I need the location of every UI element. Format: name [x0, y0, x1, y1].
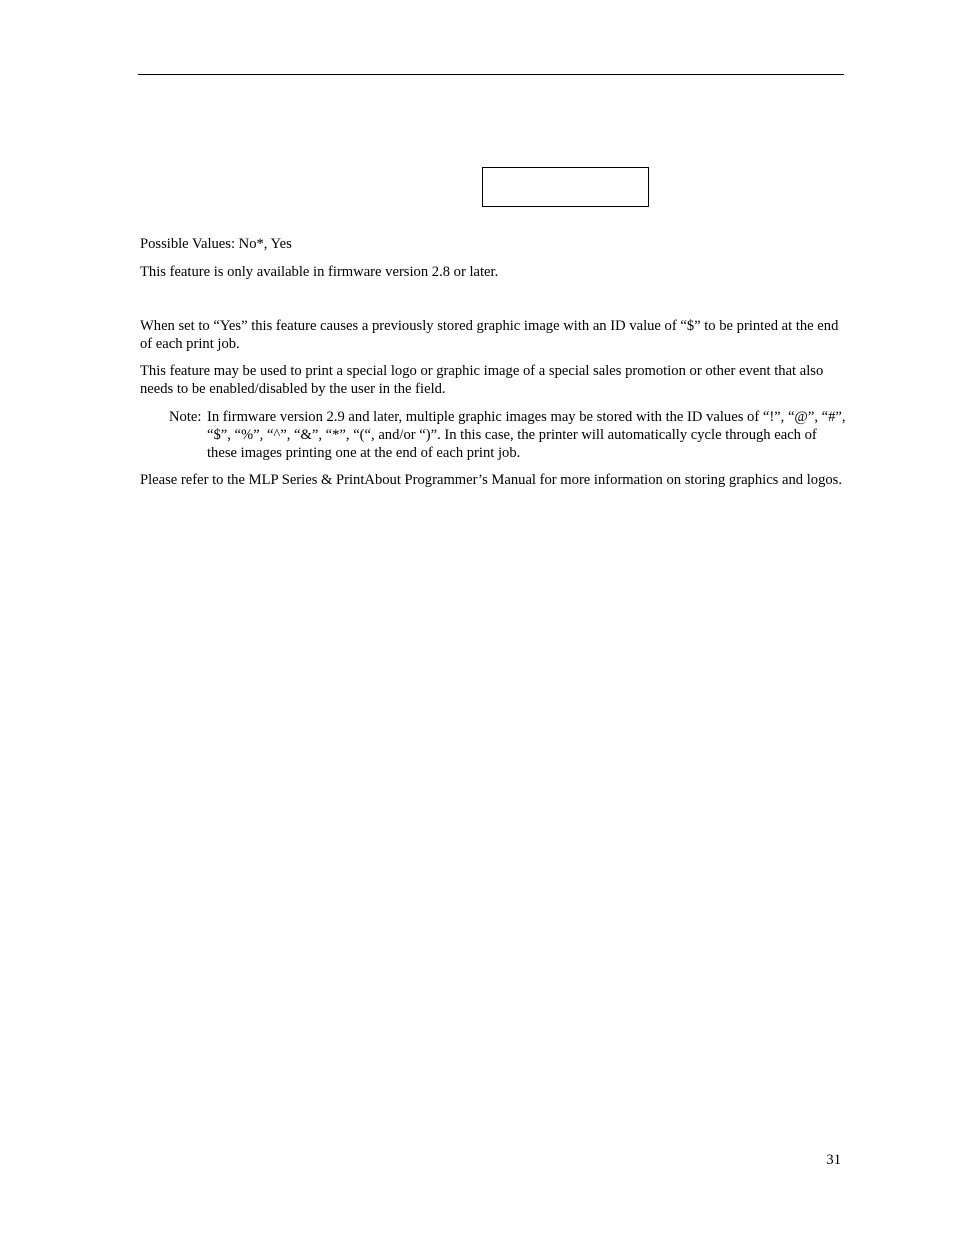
page-number: 31: [826, 1152, 841, 1168]
availability-text: This feature is only available in firmware version 2.8 or later.: [140, 264, 499, 280]
note-label: Note:: [169, 409, 202, 425]
setting-value-box: [482, 167, 649, 207]
note-body: In firmware version 2.9 and later, multiple graphic images may be stored with the ID values of “!”, “@”, “#”, “$”, “%”, “^”, “&”, “*”, “(“, and/or “)”. In this case, the printer will automatically cycle through each of these images printing one at the end of each print job.: [207, 409, 846, 461]
note-block: [169, 408, 846, 462]
reference-text: Please refer to the MLP Series & PrintAbout Programmer’s Manual for more information on storing graphics and logos.: [140, 472, 842, 488]
usage-text: This feature may be used to print a special logo or graphic image of a special sales promotion or other event that also needs to be enabled/disabled by the user in the field.: [140, 363, 824, 397]
possible-values-text: Possible Values: No*, Yes: [140, 236, 292, 252]
header-rule: [138, 74, 844, 75]
description-text: When set to “Yes” this feature causes a previously stored graphic image with an ID value of “$” to be printed at the end of each print job.: [140, 318, 839, 352]
